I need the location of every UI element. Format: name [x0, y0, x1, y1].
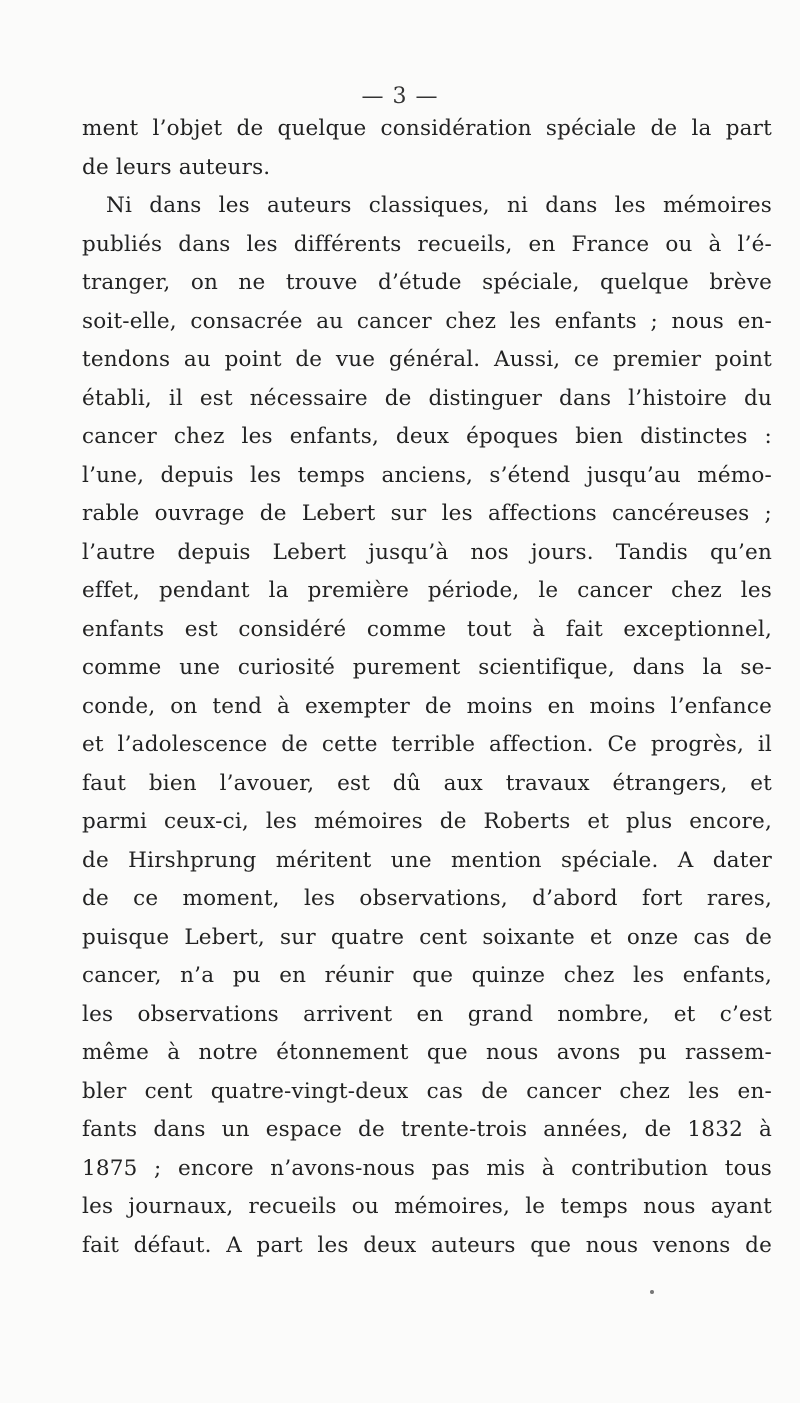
- text-line: cancer, n’a pu en réunir que quinze chez les enfants,: [82, 963, 772, 988]
- text-line: de ce moment, les observations, d’abord fort rares,: [82, 886, 772, 911]
- page-number: — 3 —: [361, 84, 439, 109]
- ink-speck: [650, 1290, 654, 1294]
- text-line: 1875 ; encore n’avons-nous pas mis à contribution tous: [82, 1155, 772, 1181]
- text-line: faut bien l’avouer, est dû aux travaux étrangers, et: [82, 770, 772, 796]
- text-line: effet, pendant la première période, le cancer chez les: [82, 578, 772, 603]
- text-line: puisque Lebert, sur quatre cent soixante et onze cas de: [82, 924, 772, 950]
- text-line: les observations arrivent en grand nombre, et c’est: [82, 1001, 772, 1027]
- text-line: parmi ceux-ci, les mémoires de Roberts et plus encore,: [82, 809, 772, 834]
- text-line: publiés dans les différents recueils, en France ou à l’é-: [82, 231, 772, 257]
- text-line: fait défaut. A part les deux auteurs que nous venons de: [82, 1232, 772, 1258]
- text-line: de leurs auteurs.: [82, 154, 271, 180]
- text-line: établi, il est nécessaire de distinguer dans l’histoire du: [82, 385, 772, 411]
- text-line: soit-elle, consacrée au cancer chez les enfants ; nous en-: [82, 308, 772, 334]
- text-line: Ni dans les auteurs classiques, ni dans les mémoires: [106, 193, 772, 218]
- text-line: rable ouvrage de Lebert sur les affections cancéreuses ;: [82, 501, 772, 526]
- text-line: comme une curiosité purement scientifique, dans la se-: [82, 655, 772, 680]
- text-line: bler cent quatre-vingt-deux cas de cancer chez les en-: [82, 1078, 772, 1104]
- text-line: fants dans un espace de trente-trois années, de 1832 à: [82, 1117, 772, 1142]
- text-line: et l’adolescence de cette terrible affection. Ce progrès, il: [82, 732, 772, 757]
- text-line: l’une, depuis les temps anciens, s’étend jusqu’au mémo-: [82, 462, 772, 488]
- text-line: ment l’objet de quelque considération spéciale de la part: [82, 116, 772, 141]
- body-text: [82, 110, 772, 1265]
- text-line: conde, on tend à exempter de moins en moins l’enfance: [82, 693, 772, 719]
- text-line: cancer chez les enfants, deux époques bien distinctes :: [82, 424, 772, 449]
- text-line: enfants est considéré comme tout à fait exceptionnel,: [82, 616, 772, 642]
- text-line: l’autre depuis Lebert jusqu’à nos jours. Tandis qu’en: [82, 539, 772, 565]
- text-line: tendons au point de vue général. Aussi, ce premier point: [82, 347, 772, 372]
- text-line: même à notre étonnement que nous avons pu rassem-: [82, 1040, 772, 1065]
- text-line: tranger, on ne trouve d’étude spéciale, quelque brève: [82, 270, 772, 295]
- text-line: les journaux, recueils ou mémoires, le temps nous ayant: [82, 1194, 772, 1219]
- text-line: de Hirshprung méritent une mention spéciale. A dater: [82, 847, 772, 873]
